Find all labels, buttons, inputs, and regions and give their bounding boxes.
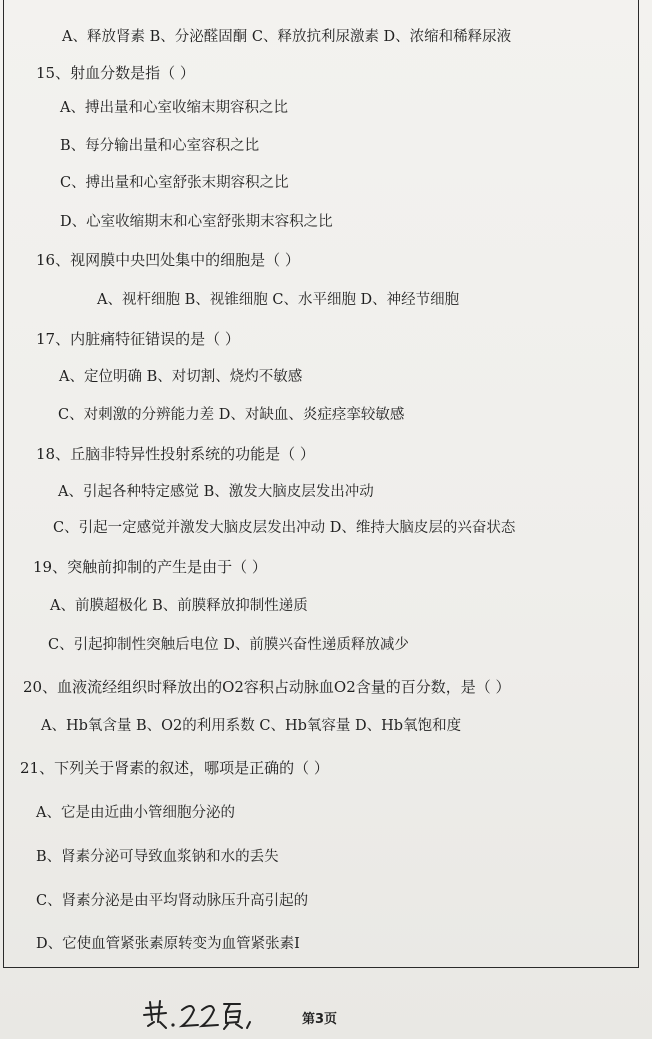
page-number: 第3页 xyxy=(302,1012,338,1027)
question-15-option-a: A、搏出量和心室收缩末期容积之比 xyxy=(60,100,288,116)
question-18-options-ab: A、引起各种特定感觉 B、激发大脑皮层发出冲动 xyxy=(58,484,374,500)
question-15-option-d: D、心室收缩期末和心室舒张期末容积之比 xyxy=(60,214,333,230)
handwritten-page-count xyxy=(140,998,270,1030)
question-16-options: A、视杆细胞 B、视锥细胞 C、水平细胞 D、神经节细胞 xyxy=(97,292,460,308)
question-17-options-cd: C、对刺激的分辨能力差 D、对缺血、炎症痉挛较敏感 xyxy=(58,407,405,423)
question-18-options-cd: C、引起一定感觉并激发大脑皮层发出冲动 D、维持大脑皮层的兴奋状态 xyxy=(53,520,516,536)
question-21-option-a: A、它是由近曲小管细胞分泌的 xyxy=(36,805,235,821)
question-15-stem: 15、射血分数是指（ ） xyxy=(36,64,195,82)
question-16-stem: 16、视网膜中央凹处集中的细胞是（ ） xyxy=(36,251,300,269)
question-20-stem: 20、血液流经组织时释放出的O2容积占动脉血O2含量的百分数，是（ ） xyxy=(23,678,511,696)
question-20-options: A、Hb氧含量 B、O2的利用系数 C、Hb氧容量 D、Hb氧饱和度 xyxy=(41,718,462,734)
question-19-stem: 19、突触前抑制的产生是由于（ ） xyxy=(33,558,267,576)
question-19-options-ab: A、前膜超极化 B、前膜释放抑制性递质 xyxy=(50,598,308,614)
question-15-option-b: B、每分输出量和心室容积之比 xyxy=(60,138,260,154)
question-21-stem: 21、下列关于肾素的叙述，哪项是正确的（ ） xyxy=(20,759,329,777)
question-17-stem: 17、内脏痛特征错误的是（ ） xyxy=(36,330,240,348)
question-14-options: A、释放肾素 B、分泌醛固酮 C、释放抗利尿激素 D、浓缩和稀释尿液 xyxy=(62,29,512,45)
question-17-options-ab: A、定位明确 B、对切割、烧灼不敏感 xyxy=(59,369,303,385)
question-21-option-c: C、肾素分泌是由平均肾动脉压升高引起的 xyxy=(36,893,309,909)
question-19-options-cd: C、引起抑制性突触后电位 D、前膜兴奋性递质释放减少 xyxy=(48,637,409,653)
question-18-stem: 18、丘脑非特异性投射系统的功能是（ ） xyxy=(36,445,315,463)
question-15-option-c: C、搏出量和心室舒张末期容积之比 xyxy=(60,175,289,191)
question-21-option-d: D、它使血管紧张素原转变为血管紧张素I xyxy=(36,936,300,952)
question-21-option-b: B、肾素分泌可导致血浆钠和水的丢失 xyxy=(36,849,279,865)
